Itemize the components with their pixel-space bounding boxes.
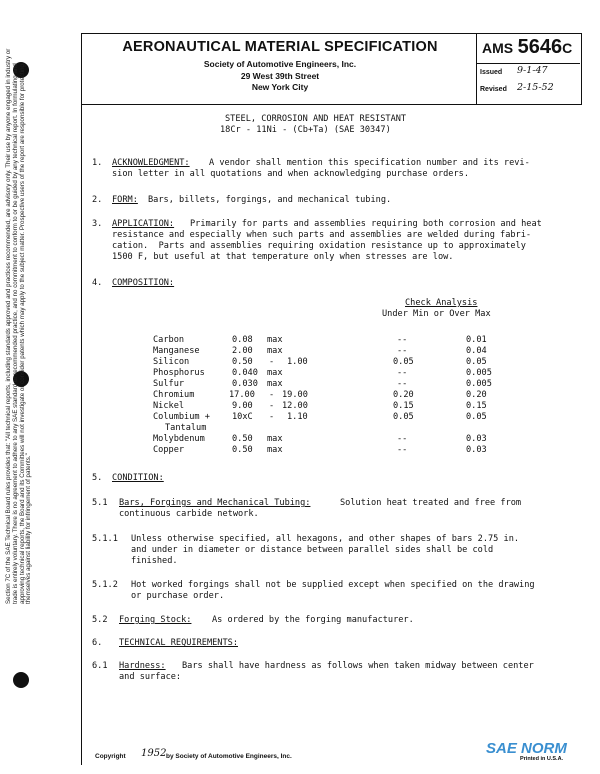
section-2-text: Bars, billets, forgings, and mechanical tubing. [148, 195, 392, 205]
composition-unit: max [267, 434, 283, 444]
composition-max: 12.00 [282, 401, 308, 411]
check-over: 0.01 [466, 335, 487, 345]
composition-min: 10xC [232, 412, 253, 422]
composition-max: 19.00 [282, 390, 308, 400]
org-name: Society of Automotive Engineers, Inc. [203, 59, 357, 69]
check-under: -- [397, 379, 408, 389]
issued-label: Issued [480, 69, 503, 76]
composition-max: 0.040 [232, 368, 258, 378]
section-2-number: 2. [92, 195, 103, 205]
composition-element: Molybdenum [153, 434, 205, 444]
left-rule [81, 103, 82, 765]
check-under: -- [397, 445, 408, 455]
composition-element: Carbon [153, 335, 185, 345]
section-6-1-heading: Hardness: [119, 661, 166, 671]
section-5-1-2-text-2: or purchase order. [131, 591, 225, 601]
check-under: 0.20 [393, 390, 414, 400]
check-analysis-subheading: Under Min or Over Max [382, 309, 491, 319]
page-title: AERONAUTICAL MATERIAL SPECIFICATION [122, 39, 438, 55]
section-1-text-2: sion letter in all quotations and when acknowledging purchase orders. [112, 169, 469, 179]
check-over: 0.04 [466, 346, 487, 356]
check-under: -- [397, 434, 408, 444]
check-over: 0.05 [466, 412, 487, 422]
section-5-2-number: 5.2 [92, 615, 108, 625]
section-5-1-1-text-3: finished. [131, 556, 178, 566]
composition-max: 0.08 [232, 335, 253, 345]
composition-unit: max [267, 445, 283, 455]
section-5-number: 5. [92, 473, 103, 483]
section-3-number: 3. [92, 219, 103, 229]
composition-unit: max [267, 335, 283, 345]
section-5-1-number: 5.1 [92, 498, 108, 508]
composition-min: 9.00 [232, 401, 253, 411]
composition-unit: max [267, 379, 283, 389]
composition-element: Chromium [153, 390, 195, 400]
composition-element: Copper [153, 445, 185, 455]
section-3-text-3: cation. Parts and assemblies requiring oxidation resistance up to approximately [112, 241, 526, 251]
section-5-1-2-text-1: Hot worked forgings shall not be supplied except when specified on the drawing [131, 580, 535, 590]
section-5-1-1-text-1: Unless otherwise specified, all hexagons, and other shapes of bars 2.75 in. [131, 534, 520, 544]
composition-range-sep: - [269, 390, 275, 400]
composition-element: Manganese [153, 346, 200, 356]
check-analysis-heading: Check Analysis [405, 298, 478, 308]
section-5-2-text: As ordered by the forging manufacturer. [212, 615, 414, 625]
composition-element: Columbium + [153, 412, 210, 422]
org-address: 29 West 39th Street [240, 71, 320, 81]
check-under: -- [397, 346, 408, 356]
composition-element: Tantalum [165, 423, 207, 433]
composition-max: 1.00 [287, 357, 308, 367]
composition-max: 2.00 [232, 346, 253, 356]
section-3-text-4: 1500 F, but useful at that temperature only when stresses are low. [112, 252, 454, 262]
composition-unit: max [267, 346, 283, 356]
composition-element: Nickel [153, 401, 185, 411]
ams-revision: C [562, 40, 573, 56]
sae-norm-logo [486, 740, 567, 758]
section-5-heading: CONDITION: [112, 473, 164, 483]
section-2-heading: FORM: [112, 195, 138, 205]
section-6-1-text-2: and surface: [119, 672, 182, 682]
copyright-label: Copyright [95, 753, 126, 760]
composition-range-sep: - [269, 357, 275, 367]
copyright-holder: by Society of Automotive Engineers, Inc. [166, 753, 292, 760]
composition-element: Silicon [153, 357, 190, 367]
section-3-heading: APPLICATION: [112, 219, 175, 229]
section-5-1-heading: Bars, Forgings and Mechanical Tubing: [119, 498, 311, 508]
section-3-text-1: Primarily for parts and assemblies requiring both corrosion and heat [190, 219, 542, 229]
section-6-heading: TECHNICAL REQUIREMENTS: [119, 638, 238, 648]
copyright-year: 1952 [141, 748, 167, 759]
check-over: 0.05 [466, 357, 487, 367]
section-4-heading: COMPOSITION: [112, 278, 175, 288]
section-1-heading: ACKNOWLEDGMENT: [112, 158, 190, 168]
section-5-1-1-text-2: and under in diameter or distance between parallel sides shall be cold [131, 545, 494, 555]
check-under: 0.05 [393, 357, 414, 367]
check-under: -- [397, 335, 408, 345]
revised-date: 2-15-52 [517, 82, 554, 93]
printed-note: Printed in U.S.A. [520, 756, 564, 762]
composition-max: 1.10 [287, 412, 308, 422]
section-5-1-text-2: continuous carbide network. [119, 509, 259, 519]
check-over: 0.03 [466, 434, 487, 444]
revised-label: Revised [480, 86, 507, 93]
check-over: 0.005 [466, 379, 492, 389]
section-1-number: 1. [92, 158, 103, 168]
ams-prefix: AMS [482, 40, 514, 56]
check-under: 0.05 [393, 412, 414, 422]
composition-min: 0.50 [232, 357, 253, 367]
ams-code [482, 36, 572, 59]
section-6-1-text-1: Bars shall have hardness as follows when taken midway between center [182, 661, 534, 671]
issued-date: 9-1-47 [517, 65, 548, 76]
composition-max: 0.030 [232, 379, 258, 389]
section-5-1-2-number: 5.1.2 [92, 580, 118, 590]
ams-number: 5646 [517, 36, 563, 58]
composition-element: Sulfur [153, 379, 185, 389]
section-6-1-number: 6.1 [92, 661, 108, 671]
subject-line-2: 18Cr - 11Ni - (Cb+Ta) (SAE 30347) [220, 125, 391, 135]
check-over: 0.15 [466, 401, 487, 411]
section-5-1-text-1: Solution heat treated and free from [340, 498, 522, 508]
composition-unit: max [267, 368, 283, 378]
section-4-number: 4. [92, 278, 103, 288]
check-over: 0.20 [466, 390, 487, 400]
section-6-number: 6. [92, 638, 103, 648]
subject-line-1: STEEL, CORROSION AND HEAT RESISTANT [225, 114, 407, 124]
ams-separator [476, 63, 580, 64]
composition-range-sep: - [269, 412, 275, 422]
margin-disclaimer: Section 7C of the SAE Technical Board rules provides that: "All technical reports, including standards approved and practices recommended, are advisory only. Their use by anyone engaged in industry or trade is entirely voluntary. There is no agreement to adhere to any SAE standard or recommended practice, and no commitment to conform to or be guided by any technical report. In formulating and approving technical reports, the Board and its Committees will not investigate or consider patents which may apply to the subject matter. Prospective users of the report are responsible for protecting themselves against liability for infringement of patents." [5, 48, 33, 604]
sae-norm-logo-text: SAE NORM [486, 740, 567, 757]
check-over: 0.005 [466, 368, 492, 378]
composition-max: 0.50 [232, 445, 253, 455]
section-5-1-1-number: 5.1.1 [92, 534, 118, 544]
composition-max: 0.50 [232, 434, 253, 444]
section-5-2-heading: Forging Stock: [119, 615, 192, 625]
org-city: New York City [251, 82, 309, 92]
section-1-text-1: A vendor shall mention this specification number and its revi- [209, 158, 530, 168]
binder-hole-bottom [13, 672, 29, 688]
check-over: 0.03 [466, 445, 487, 455]
check-under: 0.15 [393, 401, 414, 411]
section-3-text-2: resistance and especially when such parts and assemblies are welded during fabri- [112, 230, 532, 240]
composition-range-sep: - [269, 401, 275, 411]
check-under: -- [397, 368, 408, 378]
composition-min: 17.00 [229, 390, 255, 400]
composition-element: Phosphorus [153, 368, 205, 378]
